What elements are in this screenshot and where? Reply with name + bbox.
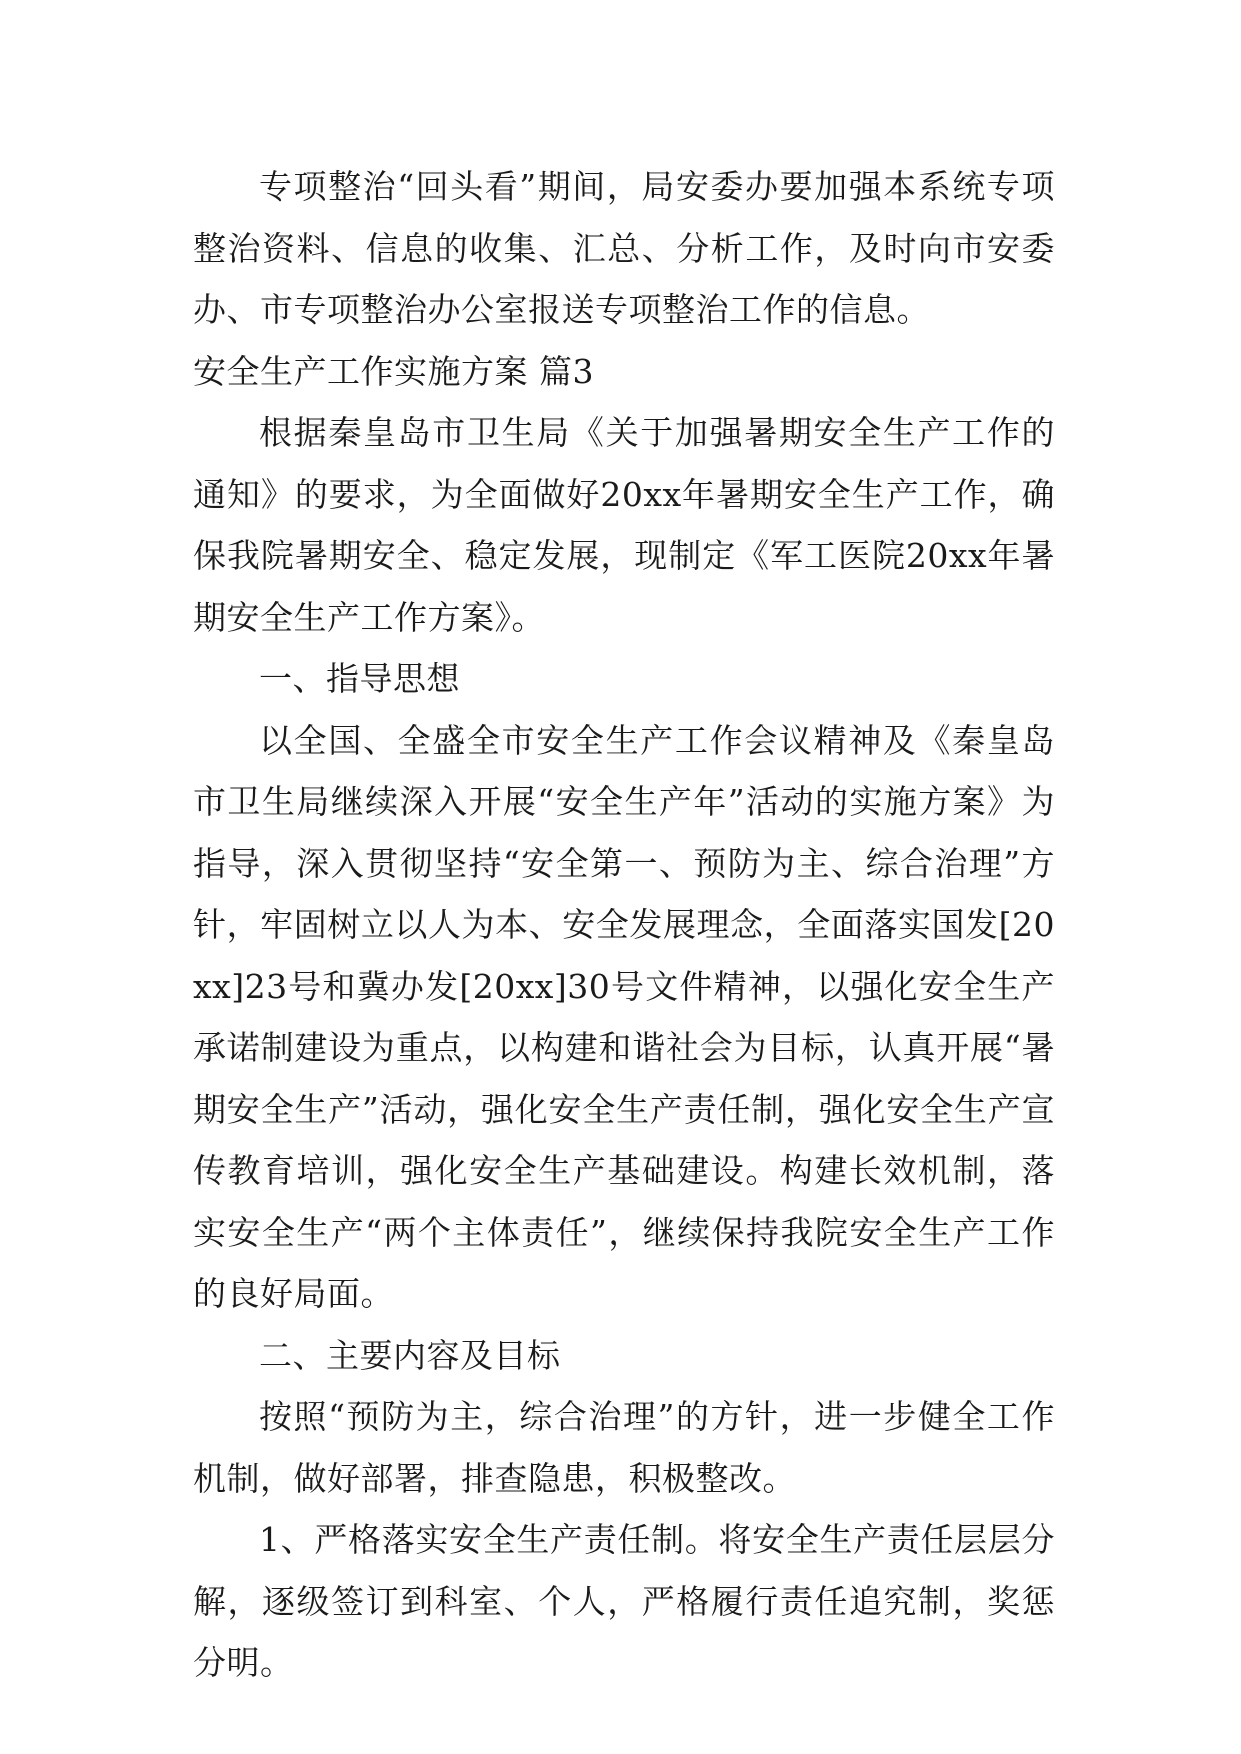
paragraph-review-period: 专项整治“回头看”期间，局安委办要加强本系统专项整治资料、信息的收集、汇总、分析工作，及时向市安委办、市专项整治办公室报送专项整治工作的信息。	[193, 167, 1055, 329]
subheading-guiding-ideology: 一、指导思想	[259, 659, 460, 698]
document-body	[193, 156, 1055, 1694]
subheading-main-content: 二、主要内容及目标	[259, 1335, 561, 1375]
paragraph-guiding-ideology: 以全国、全盛全市安全生产工作会议精神及《秦皇岛市卫生局继续深入开展“安全生产年”活动的实施方案》为指导，深入贯彻坚持“安全第一、预防为主、综合治理”方针，牢固树立以人为本、安全发展理念，全面落实国发[20xx]23号和冀办发[20xx]30号文件精神，以强化安全生产承诺制建设为重点，以构建和谐社会为目标，认真开展“暑期安全生产”活动，强化安全生产责任制，强化安全生产宣传教育培训，强化安全生产基础建设。构建长效机制，落实安全生产“两个主体责任”，继续保持我院安全生产工作的良好局面。	[193, 720, 1055, 1313]
paragraph-item-1: 1、严格落实安全生产责任制。将安全生产责任层层分解，逐级签订到科室、个人，严格履行责任追究制，奖惩分明。	[193, 1520, 1055, 1682]
section-heading: 安全生产工作实施方案 篇3	[193, 351, 594, 391]
paragraph-main-content: 按照“预防为主，综合治理”的方针，进一步健全工作机制，做好部署，排查隐患，积极整改。	[193, 1397, 1055, 1498]
paragraph-intro: 根据秦皇岛市卫生局《关于加强暑期安全生产工作的通知》的要求，为全面做好20xx年暑期安全生产工作，确保我院暑期安全、稳定发展，现制定《军工医院20xx年暑期安全生产工作方案》。	[193, 413, 1055, 637]
